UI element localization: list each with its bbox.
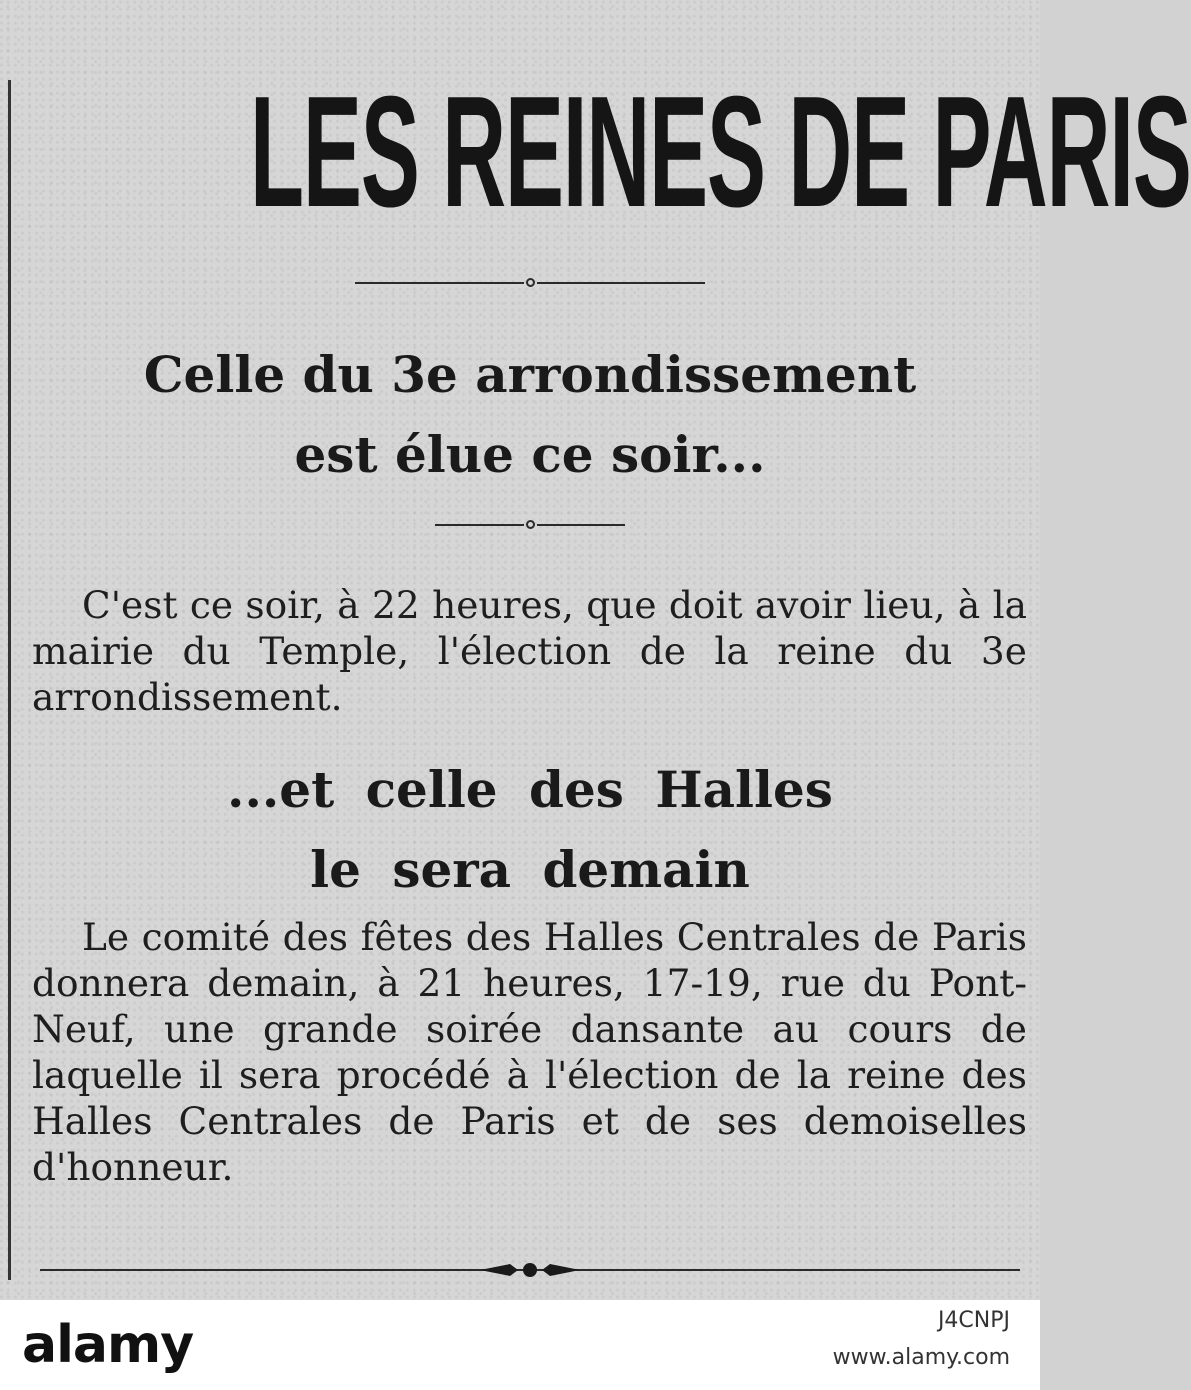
paragraph-halles: Le comité des fêtes des Halles Centrales de Paris donnera demain, à 21 heures, 17-19, rue du Pont-Neuf, une grande soirée dansante au cours de laquelle il sera procédé à l'élection de la reine des Halles Centrales de Paris et de ses demoiselles d'honneur. bbox=[32, 915, 1027, 1189]
watermark-image-id: J4CNPJ bbox=[937, 1308, 1010, 1333]
separator-top bbox=[355, 278, 705, 287]
watermark-logo: alamy bbox=[22, 1315, 194, 1375]
subhead-2-line-1: ...et celle des Halles bbox=[227, 760, 833, 819]
subhead-2-line-2: le sera demain bbox=[310, 840, 750, 899]
watermark-url: www.alamy.com bbox=[832, 1345, 1010, 1370]
column-rule bbox=[8, 80, 11, 1280]
paragraph-third-arrondissement: C'est ce soir, à 22 heures, que doit avoir lieu, à la mairie du Temple, l'élection de la reine du 3e arrondissement. bbox=[32, 583, 1027, 719]
separator-dot-icon bbox=[526, 520, 535, 529]
separator-dot-icon bbox=[526, 278, 535, 287]
subhead-1-line-2: est élue ce soir... bbox=[294, 425, 766, 484]
separator-middle bbox=[435, 520, 625, 529]
subheadline-third-arrondissement bbox=[30, 335, 1030, 495]
headline: LES REINES DE PARIS bbox=[250, 64, 1191, 240]
ornamental-rule-icon bbox=[40, 1262, 1020, 1278]
subhead-1-line-1: Celle du 3e arrondissement bbox=[143, 345, 917, 404]
subheadline-halles bbox=[30, 750, 1030, 910]
